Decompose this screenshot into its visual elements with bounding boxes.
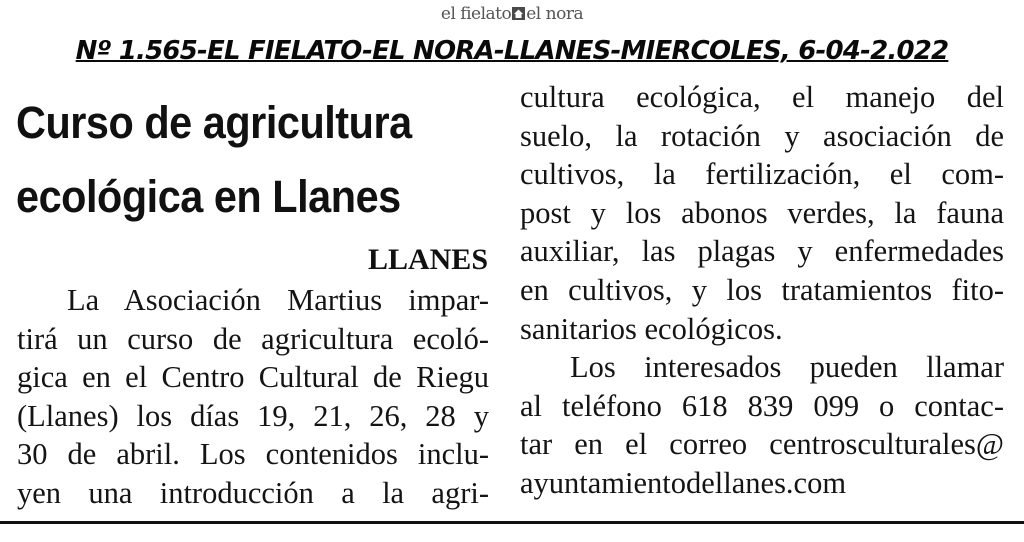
headline-line: ecológica en Llanes bbox=[16, 171, 401, 222]
body-line: auxiliar, las plagas y enfermedades bbox=[520, 234, 1004, 269]
body-line: La Asociación Martius impar- bbox=[67, 283, 489, 317]
body-line: gica en el Centro Cultural de Riegu bbox=[17, 360, 489, 395]
body-line: cultivos, la fertilización, el com- bbox=[520, 157, 1004, 192]
edition-line: Nº 1.565-EL FIELATO-EL NORA-LLANES-MIERCOLES, 6-04-2.022 bbox=[75, 36, 949, 66]
body-line: yen una introducción a la agri- bbox=[17, 475, 489, 510]
article-column-right bbox=[520, 78, 1004, 503]
body-line: post y los abonos verdes, la fauna bbox=[520, 195, 1004, 230]
article-column-left bbox=[17, 281, 489, 513]
body-line: cultura ecológica, el manejo del bbox=[520, 80, 1004, 114]
article-headline bbox=[16, 86, 458, 234]
body-line: al teléfono 618 839 099 o contac- bbox=[520, 388, 1004, 423]
body-line: ayuntamientodellanes.com bbox=[520, 465, 847, 500]
body-line: sanitarios ecológicos. bbox=[520, 311, 783, 346]
body-line: en cultivos, y los tratamientos fito- bbox=[520, 272, 1004, 307]
body-line: tirá un curso de agricultura ecoló- bbox=[17, 321, 489, 356]
masthead bbox=[0, 4, 1024, 24]
body-line: Los interesados pueden llamar bbox=[570, 350, 1004, 385]
body-line: tar en el correo centrosculturales@ bbox=[520, 427, 1004, 462]
masthead-left-text: el fielato bbox=[440, 4, 512, 24]
house-logo-icon bbox=[512, 7, 525, 20]
headline-line: Curso de agricultura bbox=[16, 97, 412, 148]
body-line: 30 de abril. Los contenidos inclu- bbox=[17, 437, 489, 472]
masthead-right-text: el nora bbox=[526, 4, 584, 24]
body-line: (Llanes) los días 19, 21, 26, 28 y bbox=[17, 398, 489, 433]
body-line: suelo, la rotación y asociación de bbox=[520, 118, 1004, 153]
bottom-divider bbox=[0, 521, 1024, 524]
article-dateline: LLANES bbox=[367, 243, 488, 276]
